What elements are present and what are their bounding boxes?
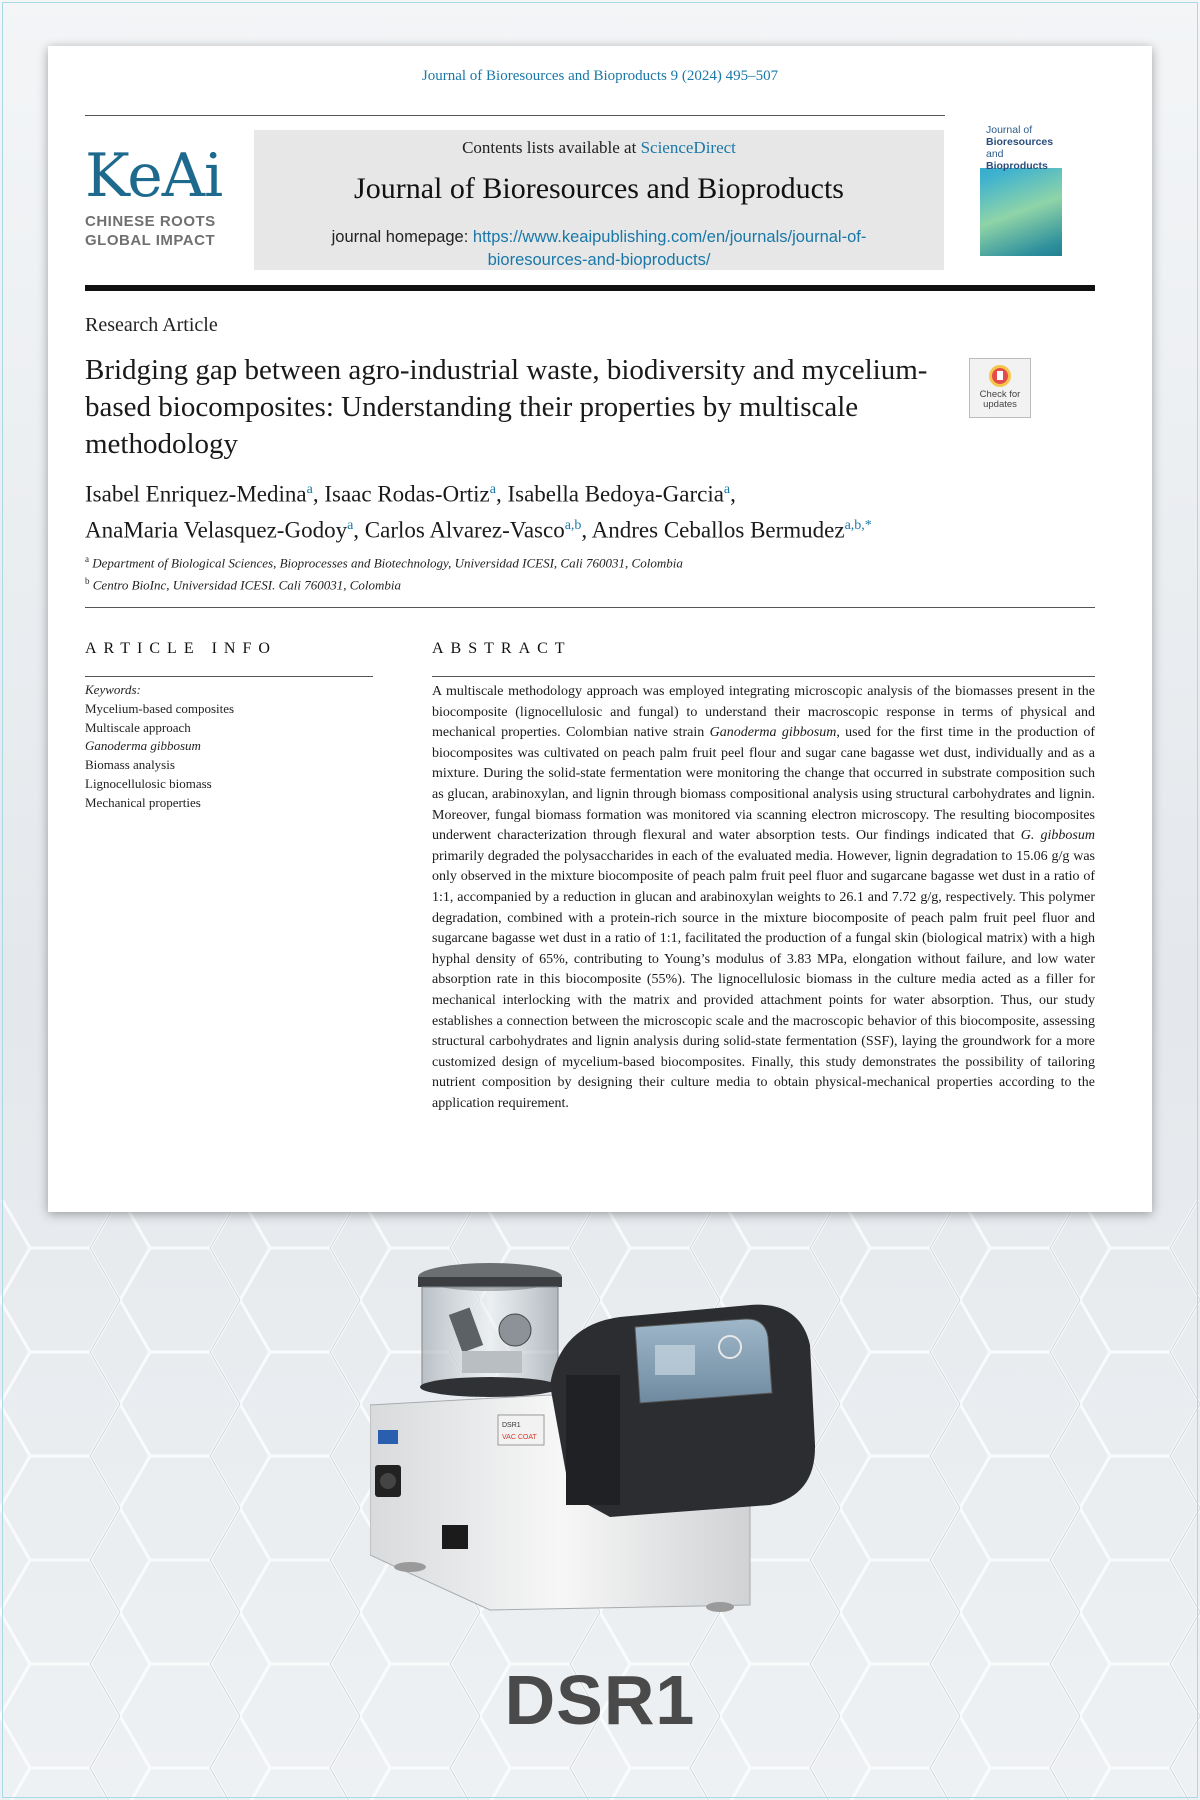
keywords-label: Keywords: [85,682,141,697]
keai-tagline-line-1: CHINESE ROOTS [85,213,216,230]
author-separator: , [312,481,325,507]
contents-prefix: Contents lists available at [462,138,641,157]
sciencedirect-link[interactable]: ScienceDirect [640,138,736,157]
article-type: Research Article [85,314,218,336]
abstract-part-1: A multiscale methodology approach was employed integrating microscopic analysis of the biomasses present in the biocomposite (lignocellulosic and fungal) to understand their macroscopic response in terms of physical and mechanical properties. Colombian native strain [432,684,1095,741]
author-affiliation-mark[interactable]: a,b [564,517,582,533]
journal-citation[interactable]: Journal of Bioresources and Bioproducts 9 (2024) 495–507 [421,68,779,84]
article-info-heading: ARTICLE INFO [85,640,277,657]
author-name[interactable]: Isabella Bedoya-Garcia [507,481,724,507]
author-separator: , [495,481,508,507]
keyword-item[interactable]: Multiscale approach [85,719,191,735]
device-badge-brand: VAC COAT [502,1434,537,1441]
abstract-text [432,682,1095,1114]
journal-cover-thumbnail[interactable] [980,116,1062,270]
author-name[interactable]: Isabel Enriquez-Medina [85,481,307,507]
abstract-species-abbrev: G. gibbosum [1020,828,1095,844]
author-separator: , [353,517,365,543]
keywords-list [85,700,234,812]
author-name[interactable]: Carlos Alvarez-Vasco [364,517,565,543]
keai-tagline [85,212,230,250]
author-affiliation-mark[interactable]: a [306,482,313,497]
journal-homepage [254,226,944,272]
masthead-thick-rule [85,285,1095,291]
header-rule [85,115,945,116]
cover-footer-strip [980,256,1062,270]
affiliation-mark: b [85,576,90,587]
keyword-item[interactable]: Mechanical properties [85,794,201,810]
journal-info-box [254,130,944,270]
keai-logo-word: KeAi [85,141,223,211]
author-affiliation-mark[interactable]: a [347,517,354,533]
abstract-heading: ABSTRACT [432,640,572,657]
affiliation-text: Department of Biological Sciences, Bioprocesses and Biotechnology, Universidad ICESI, Cali 760031, Colombia [92,555,683,571]
check-for-updates-label: Check for updates [979,389,1021,410]
product-model-label: DSR1 [504,1661,696,1739]
author-affiliation-mark[interactable]: a,b,* [844,517,872,533]
keai-tagline-line-2: GLOBAL IMPACT [85,232,216,249]
sputter-coater-device-image [370,1255,830,1615]
homepage-url-line-1[interactable]: https://www.keaipublishing.com/en/journals/journal-of- [472,228,867,246]
author-name[interactable]: Isaac Rodas-Ortiz [324,481,490,507]
abstract-species-name: Ganoderma gibbosum [709,725,837,741]
abstract-part-2: , used for the first time in the production of biocomposites was cultivated on peach palm fruit peel flour and sugar cane bagasse wet dust, individually and as a mixture. During the solid-state fermentation were monitoring the change that occurred in substrate composition such as glucan, arabinoxylan, and lignin through biomass compositional analysis using structural carbohydrates and lignin. Moreover, fungal biomass formation was monitored via scanning electron microscopy. The resulting biocomposites underwent characterization through flexural and water absorption tests. Our findings indicated that [432,725,1095,844]
author-separator: , [730,481,736,507]
keyword-item[interactable]: Lignocellulosic biomass [85,775,212,791]
paper-first-page [48,46,1152,1212]
author-affiliation-mark[interactable]: a [723,482,731,497]
journal-name: Journal of Bioresources and Bioproducts [354,172,844,205]
cover-title-line-4: Bioproducts [986,160,1048,172]
check-for-updates-icon [989,365,1011,387]
cover-title [986,124,1062,172]
affiliation-item [85,550,1085,572]
author-name[interactable]: Andres Ceballos Bermudez [591,517,845,543]
author-list [85,474,1085,545]
cover-title-line-1: Journal of [986,124,1033,136]
affiliation-item [85,572,1085,594]
homepage-url-line-2[interactable]: bioresources-and-bioproducts/ [487,251,711,269]
contents-available-line [254,138,944,158]
keyword-item[interactable]: Biomass analysis [85,757,175,773]
affiliation-mark: a [85,554,89,564]
abstract-rule [432,676,1095,677]
article-info-rule [85,676,373,677]
cover-title-line-3: and [986,148,1004,160]
device-badge-model: DSR1 [502,1422,521,1429]
article-title: Bridging gap between agro-industrial waste, biodiversity and mycelium-based biocomposites: Understanding their properties by multiscale methodology [85,354,928,460]
keyword-item[interactable]: Ganoderma gibbosum [85,738,201,754]
author-name[interactable]: AnaMaria Velasquez-Godoy [85,517,348,543]
abstract-part-3: primarily degraded the polysaccharides in each of the evaluated media. However, lignin degradation to 15.06 g/g was only observed in the mixture biocomposite of peach palm fruit peel fluor and sugarcane bagasse wet dust in a ratio of 1:1, accompanied by a reduction in glucan and arabinoxylan weights to 26.1 and 7.72 g/g, respectively. This polymer degradation, combined with a protein-rich source in the mixture biocomposite of peach palm fruit peel fluor and sugarcane bagasse wet dust in a ratio of 1:1, facilitated the production of a fungal skin (biological matrix) with a high hyphal density of 65%, contributing to Young’s modulus of 3.83 MPa, elongation without failure, and low water absorption rate in this biocomposite (55%). The lignocellulosic biomass in the culture media acted as a filler for mechanical interlocking with the matrix and provided attachment points for water absorption. Thus, our study establishes a connection between the microscopic scale and the macroscopic behavior of this biocomposite, assessing structural carbohydrates and lignin analysis during solid-state fermentation (SSF), laying the groundwork for a more customized design of mycelium-based biocomposites. Finally, this study demonstrates the possibility of tailoring nutrient composition by designing their culture media to obtain physical-mechanical properties according to the application requirement. [432,848,1095,1111]
keai-logo [85,141,230,266]
check-for-updates-button[interactable] [969,358,1031,418]
section-rule [85,607,1095,608]
keyword-item[interactable]: Mycelium-based composites [85,701,235,716]
affiliation-text: Centro BioInc, Universidad ICESI. Cali 760031, Colombia [92,577,401,593]
cover-title-line-2: Bioresources [986,136,1054,148]
homepage-prefix: journal homepage: [331,228,473,246]
author-separator: , [581,517,592,543]
affiliations [85,550,1085,595]
author-affiliation-mark[interactable]: a [489,482,496,497]
